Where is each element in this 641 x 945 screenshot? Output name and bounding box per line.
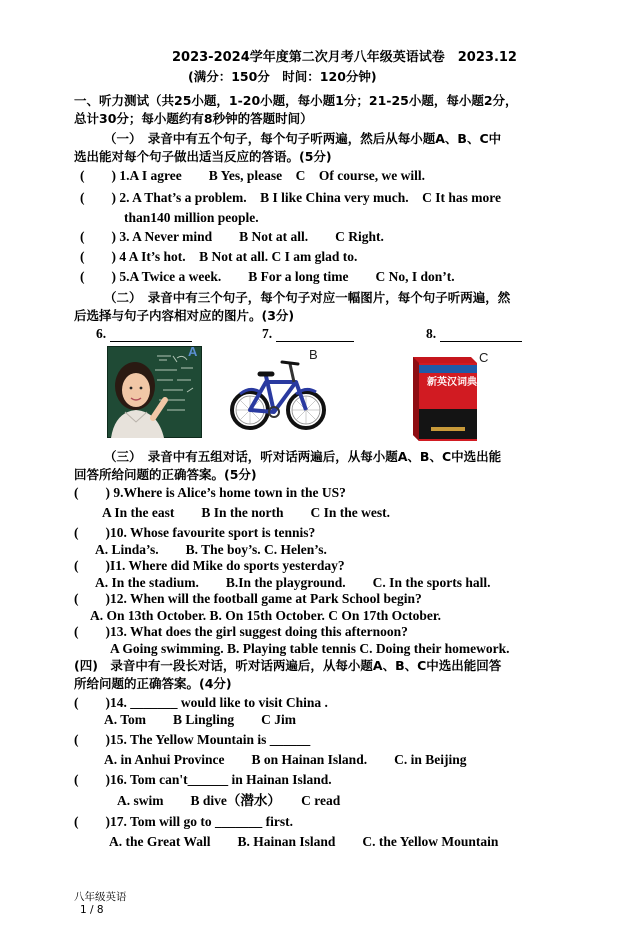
- question-11: ( )I1. Where did Mike do sports yesterday?: [74, 558, 345, 573]
- picture-b-bicycle: [230, 350, 326, 436]
- question-12-options: A. On 13th October. B. On 15th October. C On 17th October.: [90, 608, 442, 623]
- question-17: ( )17. Tom will go to _______ first.: [74, 814, 293, 829]
- footer-page-number: 1 / 8: [80, 904, 104, 916]
- teacher-chalkboard-icon: [107, 346, 202, 438]
- part4-instructions: (四) 录音中有一段长对话，听对话两遍后，从每小题A、B、C中选出能回答: [74, 658, 502, 673]
- question-9: ( ) 9.Where is Alice’s home town in the US?: [74, 485, 346, 500]
- question-3: ( ) 3. A Never mind B Not at all. C Right.: [80, 229, 384, 244]
- dictionary-cover-title: 新英汉词典: [427, 377, 477, 388]
- question-2: ( ) 2. A That’s a problem. B I like China very much. C It has more: [80, 190, 502, 205]
- question-13-options: A Going swimming. B. Playing table tennis C. Doing their homework.: [110, 641, 510, 656]
- blank-7: 7.: [262, 325, 354, 342]
- question-15: ( )15. The Yellow Mountain is ______: [74, 732, 311, 747]
- part1-instructions-cont: 选出能对每个句子做出适当反应的答语。(5分): [74, 149, 332, 164]
- question-15-options: A. in Anhui Province B on Hainan Island. C. in Beijing: [104, 752, 467, 767]
- question-10: ( )10. Whose favourite sport is tennis?: [74, 525, 316, 540]
- question-14: ( )14. _______ would like to visit China .: [74, 695, 328, 710]
- part3-instructions: （三） 录音中有五组对话，听对话两遍后，从每小题A、B、C中选出能: [104, 449, 502, 464]
- part2-instructions-cont: 后选择与句子内容相对应的图片。(3分): [74, 308, 295, 323]
- question-2-cont: than140 million people.: [124, 210, 259, 225]
- question-16: ( )16. Tom can't______ in Hainan Island.: [74, 772, 332, 787]
- picture-a-teacher: [107, 346, 202, 438]
- blank-6: 6.: [96, 325, 192, 342]
- question-17-options: A. the Great Wall B. Hainan Island C. the Yellow Mountain: [109, 834, 499, 849]
- part2-instructions: （二） 录音中有三个句子，每个句子对应一幅图片，每个句子听两遍，然: [104, 290, 511, 305]
- footer-subject: 八年级英语: [74, 891, 127, 903]
- question-11-options: A. In the stadium. B.In the playground. C. In the sports hall.: [95, 575, 491, 590]
- exam-subtitle: (满分：150分 时间：120分钟): [188, 69, 377, 84]
- picture-c-label: C: [479, 350, 489, 365]
- question-14-options: A. Tom B Lingling C Jim: [104, 712, 297, 727]
- question-1: ( ) 1.A I agree B Yes, please C Of course, we will.: [80, 168, 425, 183]
- question-12: ( )12. When will the football game at Park School begin?: [74, 591, 422, 606]
- question-16-options: A. swim B dive（潜水） C read: [117, 793, 341, 808]
- question-5: ( ) 5.A Twice a week. B For a long time C No, I don’t.: [80, 269, 455, 284]
- question-10-options: A. Linda’s. B. The boy’s. C. Helen’s.: [95, 542, 327, 557]
- picture-b-label: B: [309, 347, 318, 362]
- part4-instructions-cont: 所给问题的正确答案。(4分): [74, 676, 232, 691]
- question-4: ( ) 4 A It’s hot. B Not at all. C I am glad to.: [80, 249, 358, 264]
- blank-8: 8.: [426, 325, 522, 342]
- bicycle-icon: [230, 350, 326, 436]
- section-heading-cont: 总计30分；每小题约有8秒钟的答题时间）: [74, 111, 313, 126]
- picture-c-dictionary: [405, 353, 480, 443]
- question-13: ( )13. What does the girl suggest doing this afternoon?: [74, 624, 408, 639]
- section-heading: 一、听力测试（共25小题，1-20小题，每小题1分；21-25小题，每小题2分，: [74, 93, 518, 108]
- question-9-options: A In the east B In the north C In the west.: [102, 505, 391, 520]
- dictionary-icon: [405, 353, 480, 443]
- part1-instructions: （一） 录音中有五个句子，每个句子听两遍，然后从每小题A、B、C中: [104, 131, 502, 146]
- picture-a-label: A: [188, 344, 198, 359]
- part3-instructions-cont: 回答所给问题的正确答案。(5分): [74, 467, 257, 482]
- exam-title: 2023-2024学年度第二次月考八年级英语试卷 2023.12: [172, 50, 517, 65]
